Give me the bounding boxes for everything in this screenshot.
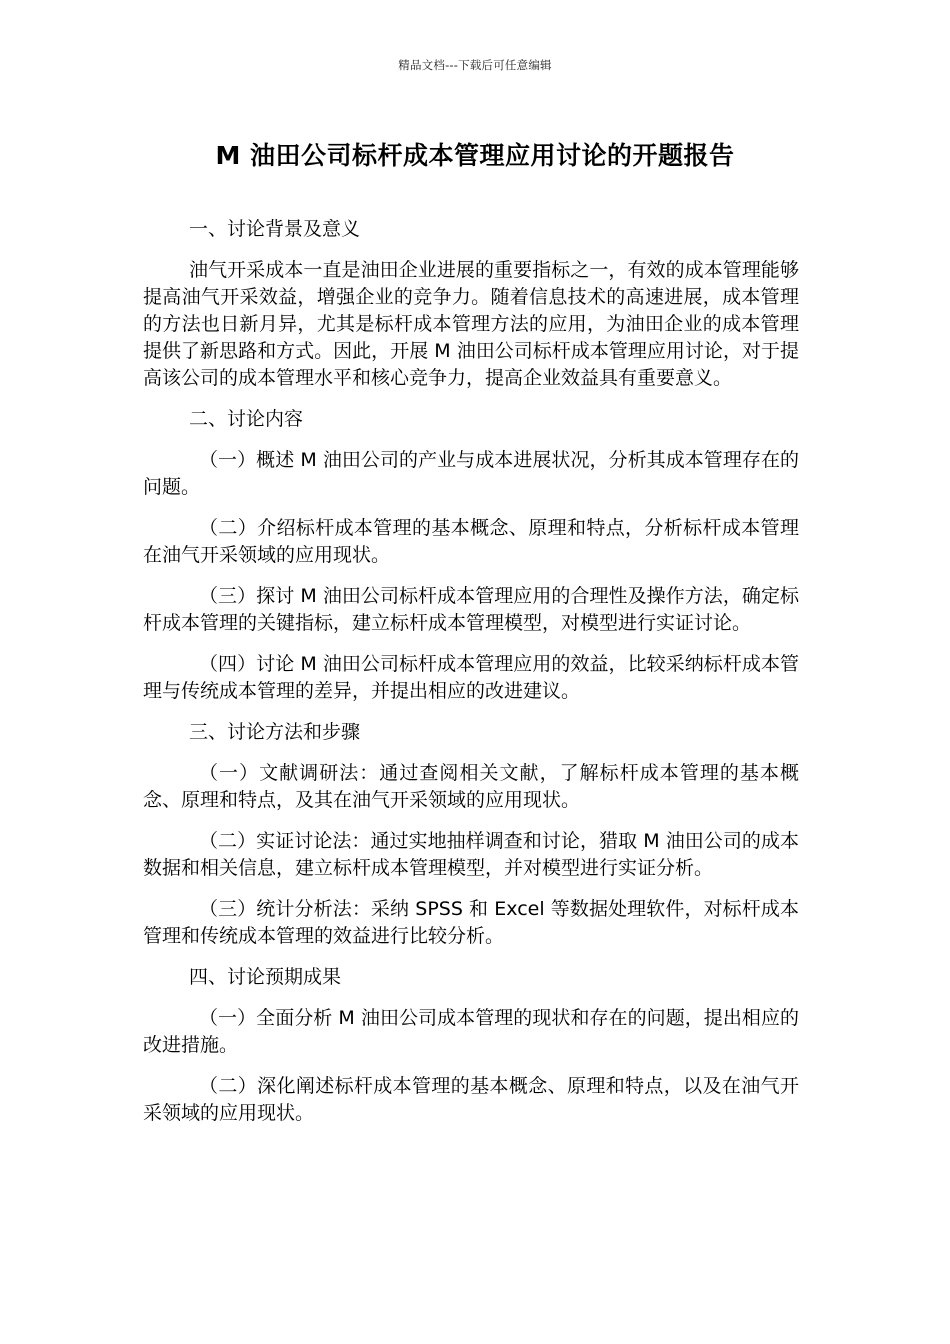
method-item-3: （三）统计分析法：采纳 SPSS 和 Excel 等数据处理软件，对标杆成本管理和传统成本管理的效益进行比较分析。 <box>143 898 799 947</box>
content-item-4: （四）讨论 M 油田公司标杆成本管理应用的效益，比较采纳标杆成本管理与传统成本管理的差异，并提出相应的改进建议。 <box>143 653 799 702</box>
section-heading-methods: 三、讨论方法和步骤 <box>189 721 361 743</box>
section-heading-outcomes: 四、讨论预期成果 <box>189 966 342 988</box>
document-title: M 油田公司标杆成本管理应用讨论的开题报告 <box>215 141 735 170</box>
outcome-item-2: （二）深化阐述标杆成本管理的基本概念、原理和特点，以及在油气开采领域的应用现状。 <box>143 1075 799 1124</box>
method-item-1: （一）文献调研法：通过查阅相关文献，了解标杆成本管理的基本概念、原理和特点，及其在油气开采领域的应用现状。 <box>143 762 799 811</box>
section-heading-content: 二、讨论内容 <box>189 408 304 430</box>
method-item-2: （二）实证讨论法：通过实地抽样调查和讨论，猎取 M 油田公司的成本数据和相关信息，建立标杆成本管理模型，并对模型进行实证分析。 <box>143 830 799 879</box>
content-item-1: （一）概述 M 油田公司的产业与成本进展状况，分析其成本管理存在的问题。 <box>143 449 799 498</box>
background-paragraph: 油气开采成本一直是油田企业进展的重要指标之一，有效的成本管理能够提高油气开采效益，增强企业的竞争力。随着信息技术的高速进展，成本管理的方法也日新月异，尤其是标杆成本管理方法的应用，为油田企业的成本管理提供了新思路和方式。因此，开展 M 油田公司标杆成本管理应用讨论，对于提高该公司的成本管理水平和核心竞争力，提高企业效益具有重要意义。 <box>143 259 799 389</box>
header-note: 精品文档---下载后可任意编辑 <box>398 58 552 72</box>
section-heading-background: 一、讨论背景及意义 <box>189 218 361 240</box>
document-body <box>143 216 799 1141</box>
content-item-2: （二）介绍标杆成本管理的基本概念、原理和特点，分析标杆成本管理在油气开采领域的应用现状。 <box>143 517 799 566</box>
content-item-3: （三）探讨 M 油田公司标杆成本管理应用的合理性及操作方法，确定标杆成本管理的关键指标，建立标杆成本管理模型，对模型进行实证讨论。 <box>143 585 799 634</box>
outcome-item-1: （一）全面分析 M 油田公司成本管理的现状和存在的问题，提出相应的改进措施。 <box>143 1007 799 1056</box>
